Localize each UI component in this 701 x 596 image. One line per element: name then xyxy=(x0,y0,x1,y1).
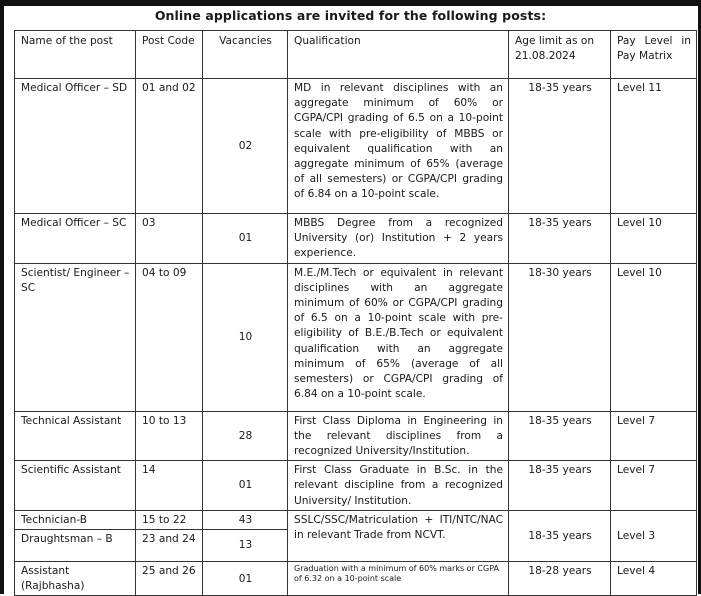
post-code: 10 to 13 xyxy=(136,411,203,461)
post-name: Medical Officer – SC xyxy=(15,214,136,264)
left-border xyxy=(0,0,4,594)
header-post-name: Name of the post xyxy=(15,31,136,79)
page-heading: Online applications are invited for the following posts: xyxy=(154,8,547,23)
qualification: MBBS Degree from a recognized University (or) Institution + 2 years experience. xyxy=(288,214,509,264)
post-code: 03 xyxy=(136,214,203,264)
post-name: Scientist/ Engineer – SC xyxy=(15,263,136,411)
table-row xyxy=(15,263,697,411)
vacancies: 02 xyxy=(203,79,288,214)
age-limit: 18-35 years xyxy=(509,411,611,461)
top-border xyxy=(0,0,701,6)
table-row xyxy=(15,214,697,264)
header-post-code: Post Code xyxy=(136,31,203,79)
age-limit: 18-28 years xyxy=(509,562,611,596)
pay-level: Level 10 xyxy=(611,214,697,264)
qualification: First Class Graduate in B.Sc. in the relevant discipline from a recognized University/ Institution. xyxy=(288,461,509,511)
post-name: Scientific Assistant xyxy=(15,461,136,511)
table-row xyxy=(15,461,697,511)
pay-level: Level 3 xyxy=(611,510,697,561)
age-limit: 18-35 years xyxy=(509,461,611,511)
header-age-limit: Age limit as on 21.08.2024 xyxy=(509,31,611,79)
vacancies: 13 xyxy=(203,530,288,562)
pay-level: Level 10 xyxy=(611,263,697,411)
qualification: First Class Diploma in Engineering in the relevant disciplines from a recognized University/Institution. xyxy=(288,411,509,461)
post-name: Technician-B xyxy=(15,510,136,529)
post-code: 04 to 09 xyxy=(136,263,203,411)
vacancies: 01 xyxy=(203,461,288,511)
table-row xyxy=(15,411,697,461)
pay-level: Level 4 xyxy=(611,562,697,596)
table-row xyxy=(15,510,697,529)
post-name: Medical Officer – SD xyxy=(15,79,136,214)
vacancies: 01 xyxy=(203,562,288,596)
posts-table xyxy=(14,30,697,596)
age-limit: 18-30 years xyxy=(509,263,611,411)
vacancies: 43 xyxy=(203,510,288,529)
age-limit: 18-35 years xyxy=(509,79,611,214)
header-row xyxy=(15,31,697,79)
table-row xyxy=(15,79,697,214)
qualification: Graduation with a minimum of 60% marks or CGPA of 6.32 on a 10-point scale xyxy=(288,562,509,596)
qualification: M.E./M.Tech or equivalent in relevant disciplines with an aggregate minimum of 60% or CGPA/CPI grading of 6.5 on a 10-point scale with pre-eligibility of B.E./B.Tech or equivalent qualification with an aggregate minimum of 65% (average of all semesters) or CGPA/CPI grading of 6.84 on a 10-point scale. xyxy=(288,263,509,411)
header-pay-level: Pay Level in Pay Matrix xyxy=(611,31,697,79)
vacancies: 10 xyxy=(203,263,288,411)
age-limit: 18-35 years xyxy=(509,214,611,264)
post-code: 01 and 02 xyxy=(136,79,203,214)
post-code: 23 and 24 xyxy=(136,530,203,562)
post-name: Draughtsman – B xyxy=(15,530,136,562)
post-code: 14 xyxy=(136,461,203,511)
post-name: Technical Assistant xyxy=(15,411,136,461)
post-code: 25 and 26 xyxy=(136,562,203,596)
pay-level: Level 7 xyxy=(611,461,697,511)
header-vacancies: Vacancies xyxy=(203,31,288,79)
post-code: 15 to 22 xyxy=(136,510,203,529)
header-qualification: Qualification xyxy=(288,31,509,79)
age-limit: 18-35 years xyxy=(509,510,611,561)
pay-level: Level 11 xyxy=(611,79,697,214)
qualification: SSLC/SSC/Matriculation + ITI/NTC/NAC in relevant Trade from NCVT. xyxy=(288,510,509,561)
post-name: Assistant (Rajbhasha) xyxy=(15,562,136,596)
vacancies: 01 xyxy=(203,214,288,264)
pay-level: Level 7 xyxy=(611,411,697,461)
qualification: MD in relevant disciplines with an aggregate minimum of 60% or CGPA/CPI grading of 6.5 on a 10-point scale with pre-eligibility of MBBS or equivalent qualification with an aggregate minimum of 65% (average of all semesters) or CGPA/CPI grading of 6.84 on a 10-point scale. xyxy=(288,79,509,214)
table-row xyxy=(15,562,697,596)
vacancies: 28 xyxy=(203,411,288,461)
